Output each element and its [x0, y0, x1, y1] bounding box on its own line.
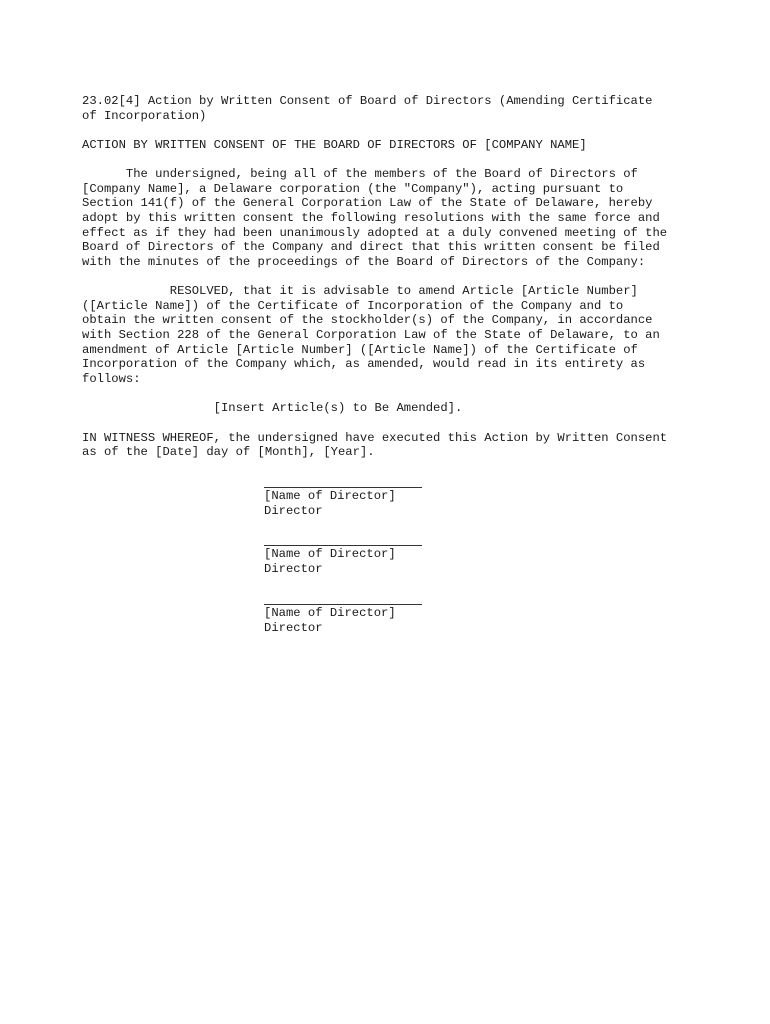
- intro-line: Section 141(f) of the General Corporation Law of the State of Delaware, hereby: [82, 196, 653, 210]
- resolution-line: RESOLVED, that it is advisable to amend Article [Article Number]: [82, 284, 638, 298]
- section-heading-line-2: of Incorporation): [82, 109, 207, 123]
- witness-line: as of the [Date] day of [Month], [Year].: [82, 445, 375, 459]
- resolution-line: amendment of Article [Article Number] ([Article Name]) of the Certificate of: [82, 343, 638, 357]
- insert-article-placeholder: [Insert Article(s) to Be Amended].: [82, 401, 463, 415]
- section-heading-line-1: 23.02[4] Action by Written Consent of Board of Directors (Amending Certificate: [82, 94, 653, 108]
- director-name: [Name of Director]: [264, 606, 396, 620]
- resolution-line: obtain the written consent of the stockholder(s) of the Company, in accordance: [82, 313, 653, 327]
- resolution-line: Incorporation of the Company which, as amended, would read in its entirety as: [82, 357, 646, 371]
- document-title: ACTION BY WRITTEN CONSENT OF THE BOARD OF DIRECTORS OF [COMPANY NAME]: [82, 138, 587, 152]
- signature-line: [264, 604, 422, 605]
- resolution-line: ([Article Name]) of the Certificate of Incorporation of the Company and to: [82, 299, 624, 313]
- intro-line: adopt by this written consent the following resolutions with the same force and: [82, 211, 660, 225]
- intro-line: [Company Name], a Delaware corporation (the "Company"), acting pursuant to: [82, 182, 624, 196]
- director-title: Director: [264, 504, 323, 518]
- intro-line: effect as if they had been unanimously adopted at a duly convened meeting of the: [82, 226, 668, 240]
- director-title: Director: [264, 621, 323, 635]
- intro-line: The undersigned, being all of the members of the Board of Directors of: [82, 167, 638, 181]
- director-name: [Name of Director]: [264, 547, 396, 561]
- intro-line: Board of Directors of the Company and direct that this written consent be filed: [82, 240, 660, 254]
- signature-line: [264, 545, 422, 546]
- director-title: Director: [264, 562, 323, 576]
- resolution-line: with Section 228 of the General Corporation Law of the State of Delaware, to an: [82, 328, 660, 342]
- resolution-line: follows:: [82, 372, 141, 386]
- signature-line: [264, 487, 422, 488]
- director-name: [Name of Director]: [264, 489, 396, 503]
- intro-line: with the minutes of the proceedings of the Board of Directors of the Company:: [82, 255, 646, 269]
- witness-line: IN WITNESS WHEREOF, the undersigned have executed this Action by Written Consent: [82, 431, 668, 445]
